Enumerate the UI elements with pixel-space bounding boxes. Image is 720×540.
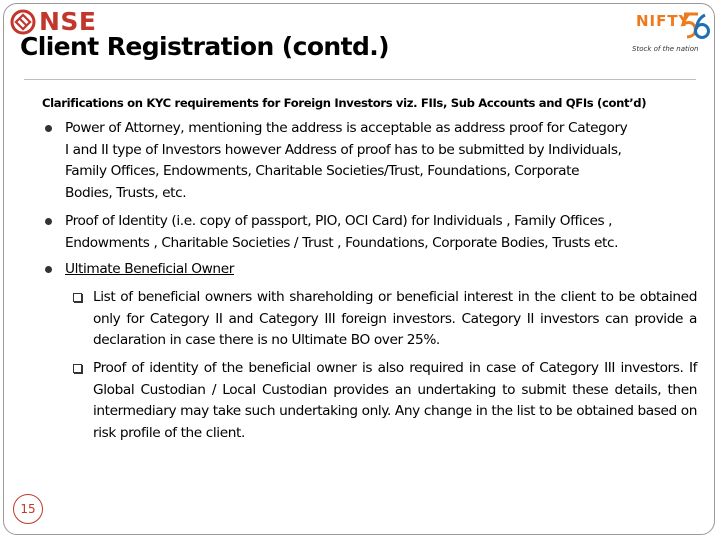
bullet-line: Ultimate Beneficial Owner — [65, 261, 234, 277]
bullet-line: Proof of Identity (i.e. copy of passport, PIO, OCI Card) for Individuals , Family Offices , — [65, 213, 613, 229]
bullet-dot-icon — [45, 266, 52, 273]
page-title: Client Registration (contd.) — [20, 32, 389, 61]
checkbox-bullet-icon — [73, 364, 82, 373]
page-number: 15 — [13, 494, 43, 524]
bullet-line: Endowments , Charitable Societies / Trust , Foundations, Corporate Bodies, Trusts etc. — [65, 234, 619, 251]
bullet-item — [65, 211, 705, 254]
nse-logo-text: NSE — [39, 7, 97, 36]
bullet-line: I and II type of Investors however Address of proof has to be submitted by Individuals, — [65, 141, 622, 158]
nifty-logo-text: NIFTY — [636, 12, 691, 30]
nifty-56-emblem-icon — [678, 10, 712, 44]
bullet-item — [65, 118, 705, 204]
sub-bullet-item: List of beneficial owners with shareholding or beneficial interest in the client to be obtained only for Category II and Category III foreign investors. Category II investors can provide a declaration in case there is no Ultimate BO over 25%. — [93, 289, 697, 348]
nifty-logo — [628, 10, 714, 56]
bullet-item — [65, 259, 465, 281]
bullet-line: Family Offices, Endowments, Charitable Societies/Trust, Foundations, Corporate — [65, 163, 580, 179]
bullet-dot-icon — [45, 218, 52, 225]
bullet-dot-icon — [45, 125, 52, 132]
sub-bullet-item: Proof of identity of the beneficial owner is also required in case of Category III investors. If Global Custodian / Local Custodian provides an undertaking to submit these details, then intermediary may take such undertaking only. Any change in the list to be obtained based on risk profile of the client. — [93, 360, 697, 441]
bullet-line: Power of Attorney, mentioning the address is acceptable as address proof for Category — [65, 120, 628, 136]
bullet-line: Bodies, Trusts, etc. — [65, 184, 187, 201]
title-divider — [24, 79, 696, 80]
checkbox-bullet-icon — [73, 293, 82, 302]
slide-subtitle: Clarifications on KYC requirements for Foreign Investors viz. FIIs, Sub Accounts and QFIs (cont’d) — [42, 96, 647, 110]
nifty-tagline: Stock of the nation — [632, 45, 699, 53]
